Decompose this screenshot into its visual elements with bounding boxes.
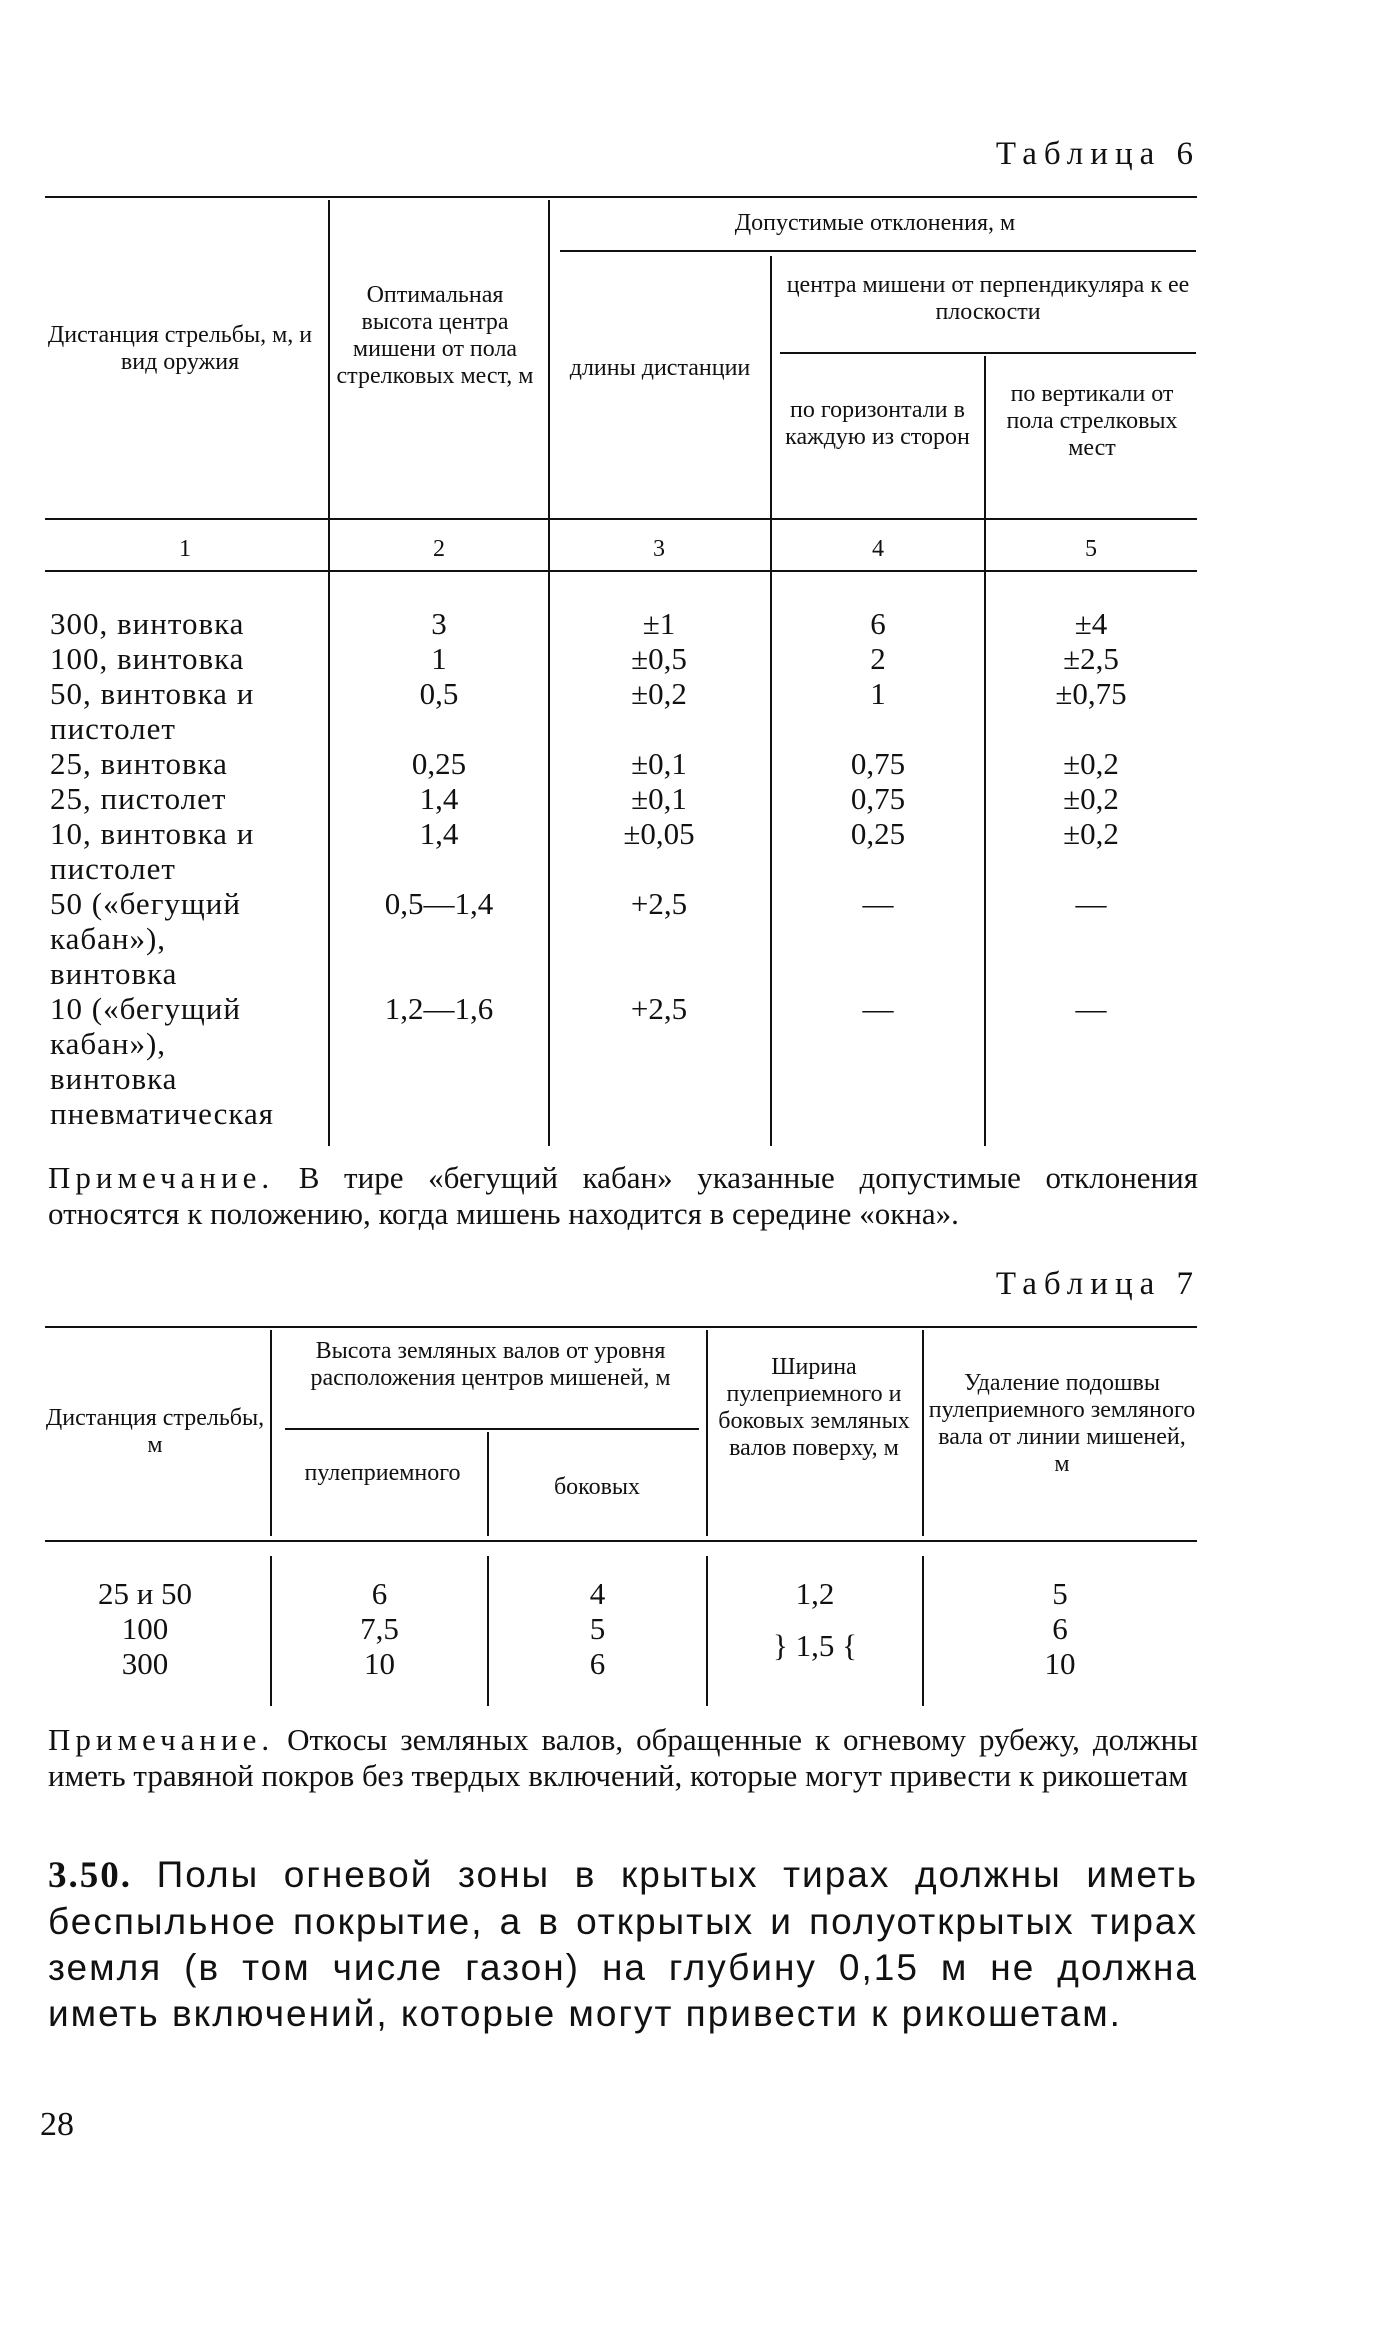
t7-cell-rear: 7,5 [360, 1611, 399, 1646]
t6-header-col5: по вертикали от пола стрелковых мест [1006, 381, 1178, 461]
t6-cell-horizontal: 0,75 [850, 746, 906, 781]
t6-row-label: 300, винтовка [50, 606, 245, 641]
table6-caption: Таблица 6 [995, 136, 1200, 172]
t6-cell-height: 0,5 [419, 676, 459, 711]
t6-row-label: 25, пистолет [50, 781, 227, 816]
t7-header-group: Высота земляных валов от уровня расположения центров мишеней, м [310, 1338, 671, 1391]
t6-header-group: Допустимые отклонения, м [734, 210, 1016, 236]
t6-cell-vertical: ±4 [1074, 606, 1108, 641]
t6-header-col4: по горизонтали в каждую из сторон [785, 397, 970, 450]
t6-colnum-3: 3 [653, 536, 665, 562]
t6-cell-vertical: — [1075, 886, 1107, 921]
t7-cell-rear: 6 [371, 1576, 388, 1611]
t6-cell-horizontal: — [862, 991, 894, 1026]
paragraph-text: Полы огневой зоны в крытых тирах должны иметь беспыльное покрытие, а в открытых и полуоткрытых тирах земля (в том числе газон) на глубину 0,15 м не должна иметь включений, которые могут привести к рикошетам. [48, 1854, 1198, 2034]
t6-cell-vertical: ±0,2 [1063, 781, 1119, 816]
t6-cell-length: ±0,1 [631, 746, 687, 781]
t7-cell-side: 6 [589, 1646, 606, 1681]
t6-cell-height: 0,25 [411, 746, 467, 781]
t6-cell-height: 1,4 [419, 816, 459, 851]
t6-colnum-5: 5 [1085, 536, 1097, 562]
t6-header-col3: длины дистанции [569, 355, 751, 381]
t6-header-col1: Дистанция стрельбы, м, и вид оружия [47, 322, 313, 375]
note-label: Примечание. [48, 1160, 275, 1195]
t6-row-label: 25, винтовка [50, 746, 228, 781]
t7-header-col3: боковых [553, 1474, 641, 1500]
t6-cell-vertical: ±2,5 [1063, 641, 1119, 676]
t6-cell-horizontal: 0,75 [850, 781, 906, 816]
t6-cell-height: 3 [431, 606, 447, 641]
t6-cell-length: ±0,1 [631, 781, 687, 816]
t6-cell-length: +2,5 [630, 886, 688, 921]
t7-cell-width: } 1,5 { [772, 1628, 858, 1663]
t6-header-col2: Оптимальная высота центра мишени от пола стрелковых мест, м [336, 282, 534, 389]
t7-cell-side: 5 [589, 1611, 606, 1646]
t6-header-subgroup: центра мишени от перпендикуляра к ее плоскости [786, 272, 1190, 325]
page-number: 28 [40, 2106, 74, 2143]
t6-row-label: 50, винтовка и пистолет [50, 676, 255, 746]
t6-cell-vertical: ±0,2 [1063, 746, 1119, 781]
paragraph-number: 3.50. [48, 1855, 132, 1896]
t7-header-col5: Удаление подошвы пулеприемного земляного вала от линии мишеней, м [928, 1370, 1196, 1477]
table7-caption: Таблица 7 [995, 1266, 1200, 1302]
t7-cell-side: 4 [589, 1576, 606, 1611]
t6-cell-horizontal: 6 [870, 606, 886, 641]
t6-cell-horizontal: 0,25 [850, 816, 906, 851]
t7-header-col1: Дистанция стрельбы, м [45, 1405, 265, 1458]
t7-row-label: 100 [121, 1611, 169, 1646]
t7-cell-distance: 6 [1052, 1611, 1068, 1646]
t6-colnum-1: 1 [179, 536, 191, 562]
t6-row-label: 50 («бегущий кабан»), винтовка [50, 886, 241, 991]
paragraph-3-50 [48, 1852, 1198, 2037]
t6-cell-vertical: — [1075, 991, 1107, 1026]
t6-cell-height: 1,2—1,6 [384, 991, 494, 1026]
t6-colnum-2: 2 [433, 536, 445, 562]
t6-cell-length: ±1 [642, 606, 676, 641]
t6-cell-horizontal: 2 [870, 641, 886, 676]
t7-row-label: 25 и 50 [97, 1576, 193, 1611]
t7-cell-width: 1,2 [795, 1576, 835, 1611]
t7-cell-width-value: 1,5 [795, 1628, 835, 1663]
table7-note [48, 1722, 1198, 1794]
t6-cell-length: ±0,5 [631, 641, 687, 676]
t7-cell-distance: 5 [1052, 1576, 1068, 1611]
t6-cell-height: 0,5—1,4 [384, 886, 494, 921]
t6-cell-length: ±0,05 [623, 816, 695, 851]
note-text: В тире «бегущий кабан» указанные допустимые отклонения относятся к положению, когда мишень находится в середине «окна». [48, 1160, 1198, 1231]
t7-header-col4: Ширина пулеприемного и боковых земляных валов поверху, м [718, 1354, 910, 1461]
table6-note [48, 1160, 1198, 1232]
t6-cell-height: 1,4 [419, 781, 459, 816]
t6-row-label: 10, винтовка и пистолет [50, 816, 255, 886]
t6-cell-vertical: ±0,75 [1055, 676, 1127, 711]
t6-colnum-4: 4 [872, 536, 884, 562]
t6-cell-horizontal: — [862, 886, 894, 921]
t6-cell-height: 1 [431, 641, 447, 676]
t6-cell-horizontal: 1 [870, 676, 886, 711]
t7-header-col2: пулеприемного [304, 1460, 461, 1486]
t7-cell-rear: 10 [364, 1646, 395, 1681]
t6-cell-vertical: ±0,2 [1063, 816, 1119, 851]
note-text: Откосы земляных валов, обращенные к огневому рубежу, должны иметь травяной покров без твердых включений, которые могут привести к рикошетам [48, 1722, 1198, 1793]
t6-row-label: 100, винтовка [50, 641, 245, 676]
t7-cell-distance: 10 [1044, 1646, 1076, 1681]
t7-row-label: 300 [121, 1646, 169, 1681]
note-label: Примечание. [48, 1722, 275, 1757]
t6-cell-length: ±0,2 [631, 676, 687, 711]
t6-cell-length: +2,5 [630, 991, 688, 1026]
t6-row-label: 10 («бегущий кабан»), винтовка пневматическая [50, 991, 275, 1131]
